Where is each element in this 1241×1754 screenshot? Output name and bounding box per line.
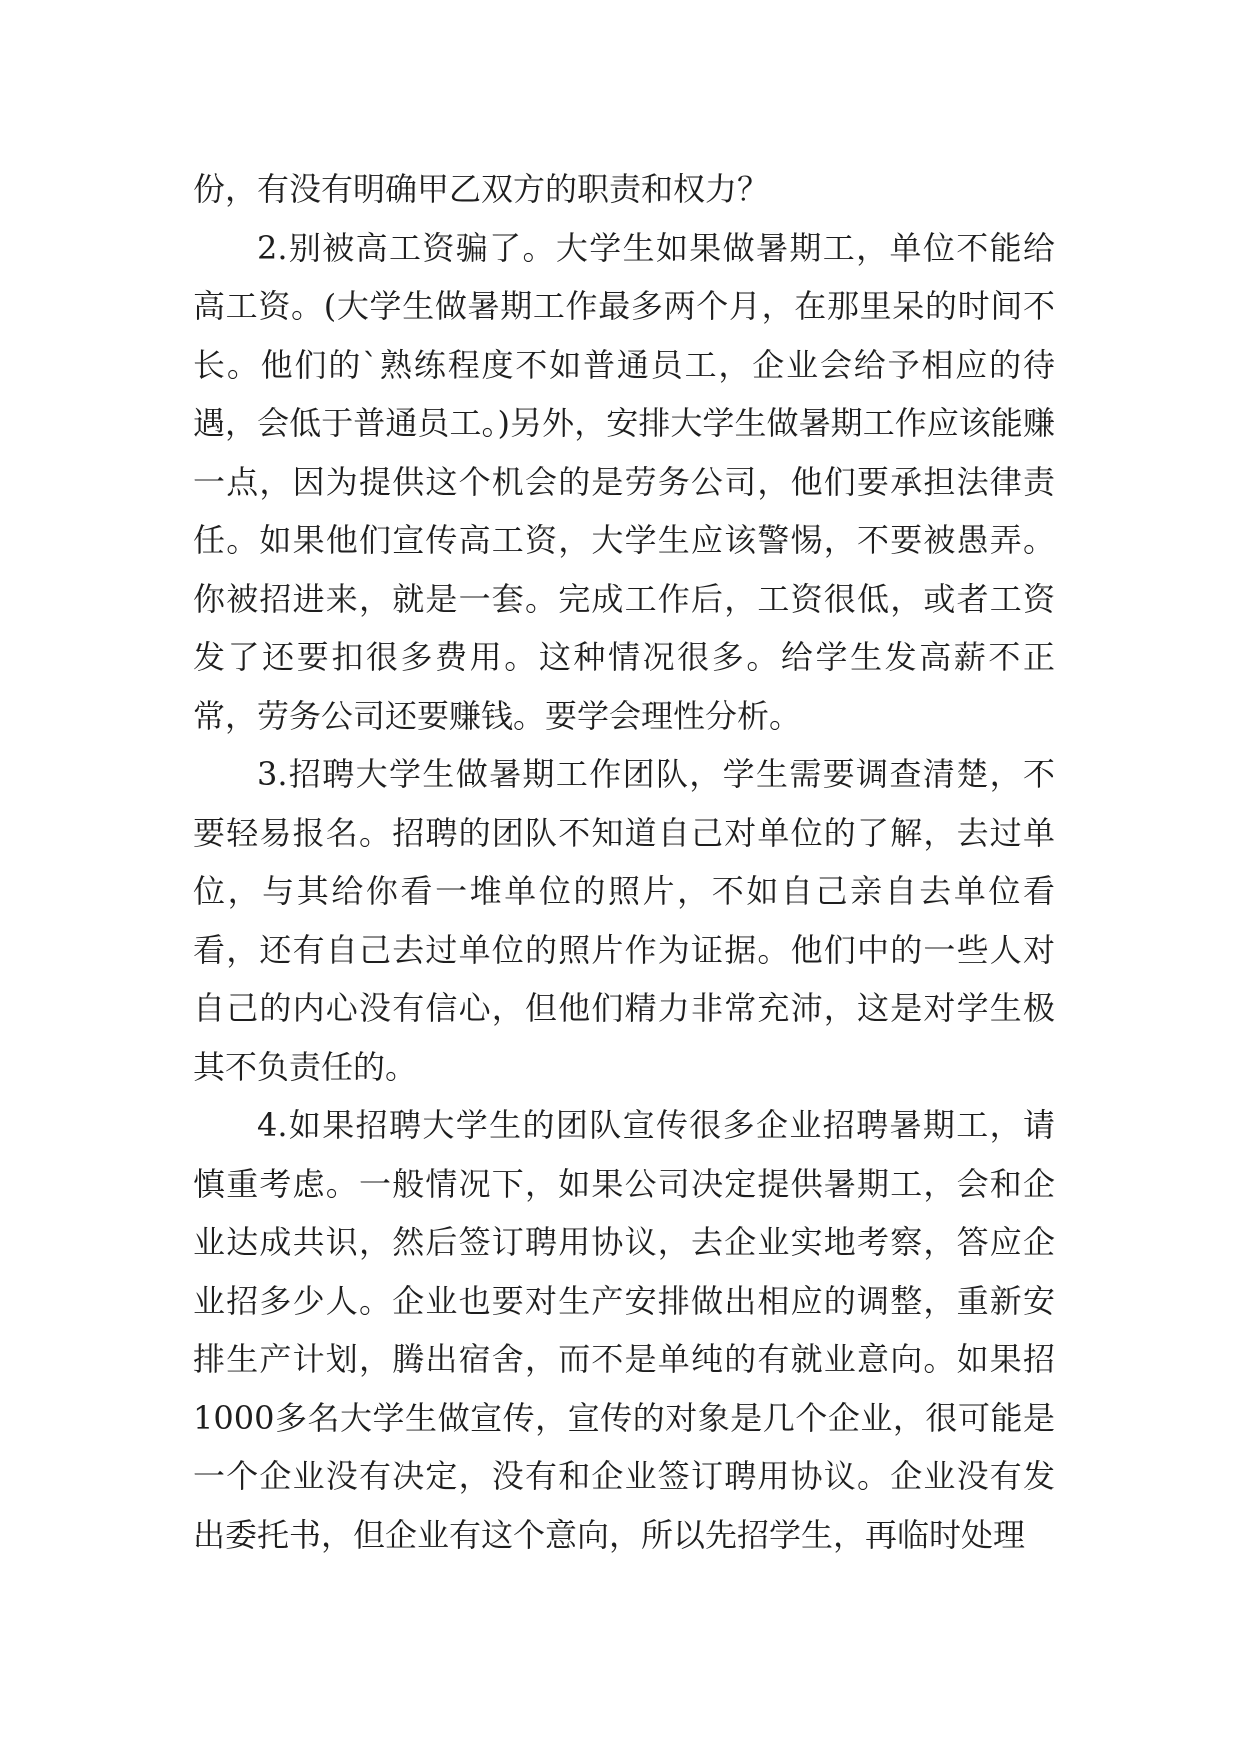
document-page bbox=[193, 160, 1055, 1564]
paragraph-item-2: 2.别被高工资骗了。大学生如果做暑期工，单位不能给高工资。(大学生做暑期工作最多两个月，在那里呆的时间不长。他们的`熟练程度不如普通员工，企业会给予相应的待遇，会低于普通员工。)另外，安排大学生做暑期工作应该能赚一点，因为提供这个机会的是劳务公司，他们要承担法律责任。如果他们宣传高工资，大学生应该警惕，不要被愚弄。你被招进来，就是一套。完成工作后，工资很低，或者工资发了还要扣很多费用。这种情况很多。给学生发高薪不正常，劳务公司还要赚钱。要学会理性分析。 bbox=[193, 228, 1055, 735]
paragraph-item-3: 3.招聘大学生做暑期工作团队，学生需要调查清楚，不要轻易报名。招聘的团队不知道自己对单位的了解，去过单位，与其给你看一堆单位的照片，不如自己亲自去单位看看，还有自己去过单位的照片作为证据。他们中的一些人对自己的内心没有信心，但他们精力非常充沛，这是对学生极其不负责任的。 bbox=[193, 755, 1055, 1086]
paragraph-item-4: 4.如果招聘大学生的团队宣传很多企业招聘暑期工，请慎重考虑。一般情况下，如果公司决定提供暑期工，会和企业达成共识，然后签订聘用协议，去企业实地考察，答应企业招多少人。企业也要对生产安排做出相应的调整，重新安排生产计划，腾出宿舍，而不是单纯的有就业意向。如果招1000多名大学生做宣传，宣传的对象是几个企业，很可能是一个企业没有决定，没有和企业签订聘用协议。企业没有发出委托书，但企业有这个意向，所以先招学生，再临时处理 bbox=[193, 1106, 1055, 1554]
paragraph-continuation: 份，有没有明确甲乙双方的职责和权力？ bbox=[193, 170, 770, 208]
